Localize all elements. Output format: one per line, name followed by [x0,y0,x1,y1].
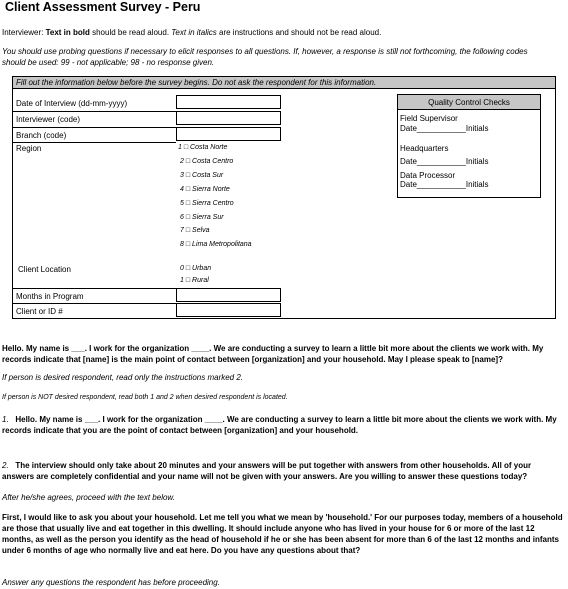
field-supervisor-label: Field Supervisor [400,114,458,123]
region-option[interactable] [180,241,252,248]
location-option[interactable] [180,265,211,272]
months-label: Months in Program [16,292,84,301]
client-id-field[interactable] [176,303,281,317]
after-agree-note: After he/she agrees, proceed with the text below. [2,493,175,502]
data-processor-date-initials[interactable]: Date___________Initials [400,180,489,189]
answer-questions-note: Answer any questions the respondent has before proceeding. [2,578,220,587]
divider [13,288,176,289]
divider [13,142,176,143]
intro-suffix: are instructions and should not be read aloud. [216,28,382,37]
region-option[interactable] [180,186,230,193]
branch-field[interactable] [176,127,281,141]
branch-label: Branch (code) [16,131,67,140]
option-code: 1 [178,144,182,151]
pre-survey-banner: Fill out the information below before the survey begins. Do not ask the respondent for this information. [12,76,556,89]
option-code: 3 [180,172,184,179]
location-option[interactable] [180,277,209,284]
page-title: Client Assessment Survey - Peru [5,0,201,14]
client-location-label: Client Location [18,265,71,274]
option-code: 2 [180,158,184,165]
step-1-script [2,414,564,436]
option-name: Sierra Sur [192,214,224,221]
checkbox-icon[interactable]: □ [185,277,191,284]
region-option[interactable] [180,200,234,207]
region-option[interactable] [180,172,223,179]
checkbox-icon[interactable]: □ [185,227,191,234]
checkbox-icon[interactable]: □ [185,241,191,248]
region-option[interactable] [180,158,233,165]
date-label: Date of Interview (dd-mm-yyyy) [16,99,128,108]
region-option[interactable] [180,214,224,221]
data-processor-label: Data Processor [400,171,456,180]
checkbox-icon[interactable]: □ [183,144,189,151]
option-name: Urban [192,265,212,272]
checkbox-icon[interactable]: □ [185,158,191,165]
interviewer-label: Interviewer (code) [16,115,81,124]
checkbox-icon[interactable]: □ [185,265,191,272]
region-label: Region [16,144,42,153]
step-text: The interview should only take about 20 minutes and your answers will be put together with answers from other households. All of your answers are completely confidential and your name will not be given with your answers. Are you willing to answer these questions today? [2,461,532,481]
months-field[interactable] [176,288,281,302]
interviewer-instructions [2,27,564,38]
codes-note: You should use probing questions if necessary to elicit responses to all questions. If, however, a response is still not forthcoming, the following codes should be used: 99 - not applicable; 98 - no response given. [2,47,528,67]
option-name: Costa Norte [190,144,228,151]
option-name: Selva [192,227,210,234]
checkbox-icon[interactable]: □ [185,172,191,179]
checkbox-icon[interactable]: □ [185,186,191,193]
divider [13,303,176,304]
headquarters-date-initials[interactable]: Date___________Initials [400,157,489,166]
date-field[interactable] [176,95,281,109]
option-code: 0 [180,265,184,272]
quality-control-box [397,94,541,198]
region-option[interactable] [180,227,210,234]
option-name: Costa Sur [192,172,224,179]
quality-control-heading: Quality Control Checks [398,95,540,110]
option-name: Sierra Centro [192,200,234,207]
interviewer-field[interactable] [176,111,281,125]
option-code: 4 [180,186,184,193]
option-code: 7 [180,227,184,234]
step-text: Hello. My name is ___. I work for the organization ____. We are conducting a survey to learn a little bit more about the clients we work with. My records indicate that you are the point of contact between [organization] and your household. [2,415,557,435]
not-desired-respondent-note: If person is NOT desired respondent, read both 1 and 2 when desired respondent is located. [2,394,288,401]
option-code: 8 [180,241,184,248]
desired-respondent-note: If person is desired respondent, read only the instructions marked 2. [2,373,244,382]
intro-prefix: Interviewer: [2,28,46,37]
option-name: Sierra Norte [192,186,230,193]
intro-mid: should be read aloud. [89,28,172,37]
step-number: 2. [2,461,9,470]
checkbox-icon[interactable]: □ [185,200,191,207]
field-supervisor-date-initials[interactable]: Date___________Initials [400,124,489,133]
divider [13,127,176,128]
option-name: Lima Metropolitana [192,241,252,248]
household-definition-script: First, I would like to ask you about your household. Let me tell you what we mean by 'household.' For our purposes today, members of a household are those that usually live and eat together in this dwelling. It should include anyone who has lived in your house for 6 or more of the last 12 months, as well as the person you identify as the head of household if he or she has been absent for more than 6 of the last 12 months and infants under 6 months of age who normally live and eat here. Do you have any questions about that? [2,513,563,555]
client-id-label: Client or ID # [16,307,63,316]
step-number: 1. [2,415,9,424]
headquarters-label: Headquarters [400,144,449,153]
region-option[interactable] [178,144,227,151]
option-code: 5 [180,200,184,207]
hello-script: Hello. My name is ___. I work for the organization ____. We are conducting a survey to learn a little bit more about the clients we work with. My records indicate that [name] is the main point of contact between [organization] and your household. May I please speak to [name]? [2,344,544,364]
option-code: 6 [180,214,184,221]
intro-italic-text: Text in italics [171,28,217,37]
step-2-script [2,460,564,482]
divider [13,111,176,112]
option-name: Rural [192,277,209,284]
option-code: 1 [180,277,184,284]
intro-bold-text: Text in bold [45,28,90,37]
option-name: Costa Centro [192,158,234,165]
checkbox-icon[interactable]: □ [185,214,191,221]
